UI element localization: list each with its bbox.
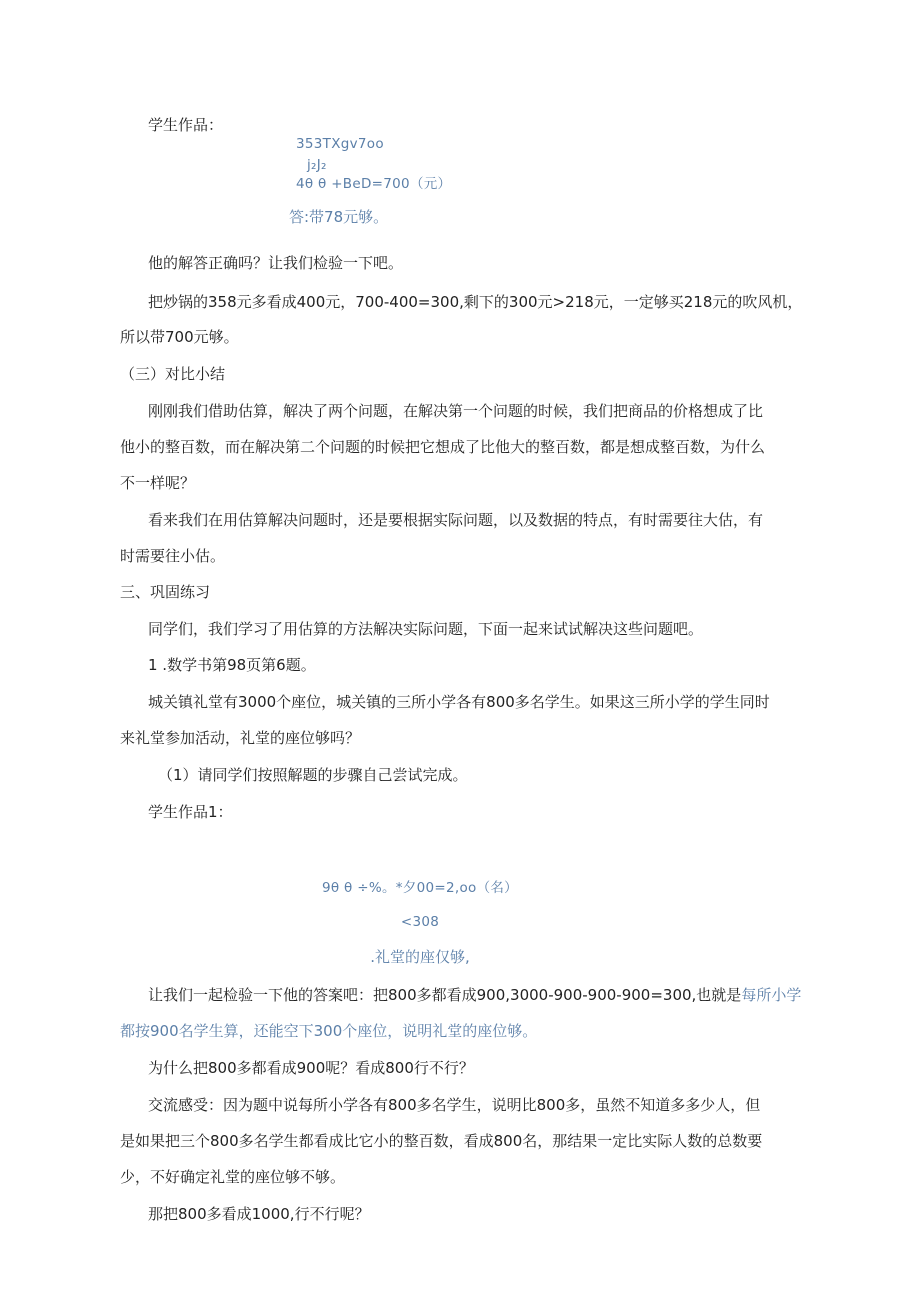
step-1: （1）请同学们按照解题的步骤自己尝试完成。	[158, 766, 468, 784]
summary-p1-line-2: 他小的整百数，而在解决第二个问题的时候把它想成了比他大的整百数，都是想成整百数，为什么	[120, 438, 766, 456]
verify-line-1-highlight: 每所小学	[741, 986, 802, 1004]
practice-item-1: 1 .数学书第98页第6题。	[148, 656, 316, 674]
final-question: 那把800多看成1000,行不行呢？	[148, 1205, 370, 1223]
exchange-line-3: 少，不好确定礼堂的座位够不够。	[120, 1168, 346, 1186]
handwritten-work2-line-1: 9θ θ ÷%。*夕00=2,oo（名）	[322, 880, 518, 896]
summary-p1-line-1: 刚刚我们借助估算，解决了两个问题，在解决第一个问题的时候，我们把商品的价格想成了比	[148, 402, 764, 420]
summary-heading: （三）对比小结	[120, 365, 226, 383]
check-explain-line-1: 把炒锅的358元多看成400元，700-400=300,剩下的300元>218元，一定够买218元的吹风机，	[148, 293, 803, 311]
check-explain-line-2: 所以带700元够。	[120, 328, 239, 346]
practice-intro: 同学们，我们学习了用估算的方法解决实际问题，下面一起来试试解决这些问题吧。	[148, 620, 704, 638]
verify-question: 为什么把800多都看成900呢？看成800行不行？	[148, 1059, 474, 1077]
student-work-1-label: 学生作品1：	[148, 803, 233, 821]
summary-p2-line-1: 看来我们在用估算解决问题时，还是要根据实际问题，以及数据的特点，有时需要往大估，有	[148, 511, 764, 529]
practice-heading: 三、巩固练习	[120, 583, 211, 601]
handwritten-line-2: j₂J₂	[307, 157, 327, 173]
student-work-label: 学生作品：	[148, 116, 224, 134]
verify-line-1	[148, 985, 801, 1005]
handwritten-line-3: 4θ θ +BeD=700（元）	[296, 176, 452, 192]
handwritten-line-1: 353TXgv7oo	[296, 136, 384, 152]
problem-line-1: 城关镇礼堂有3000个座位，城关镇的三所小学各有800多名学生。如果这三所小学的学生同时	[148, 693, 770, 711]
handwritten-work2-line-2: <308	[400, 914, 440, 930]
verify-line-2: 都按900名学生算，还能空下300个座位，说明礼堂的座位够。	[120, 1022, 538, 1040]
check-question: 他的解答正确吗？让我们检验一下吧。	[148, 254, 404, 272]
summary-p2-line-2: 时需要往小估。	[120, 547, 226, 565]
handwritten-answer: 答:带78元够。	[289, 208, 389, 226]
verify-line-1-text: 让我们一起检验一下他的答案吧：把800多都看成900,3000-900-900-900=300,也就是	[148, 986, 742, 1004]
handwritten-work2-line-3: .礼堂的座仅够,	[370, 948, 470, 966]
exchange-line-2: 是如果把三个800多名学生都看成比它小的整百数，看成800名，那结果一定比实际人数的总数要	[120, 1132, 763, 1150]
problem-line-2: 来礼堂参加活动，礼堂的座位够吗？	[120, 729, 361, 747]
exchange-line-1: 交流感受：因为题中说每所小学各有800多名学生，说明比800多，虽然不知道多多少人，但	[148, 1096, 761, 1114]
summary-p1-line-3: 不一样呢？	[120, 474, 196, 492]
